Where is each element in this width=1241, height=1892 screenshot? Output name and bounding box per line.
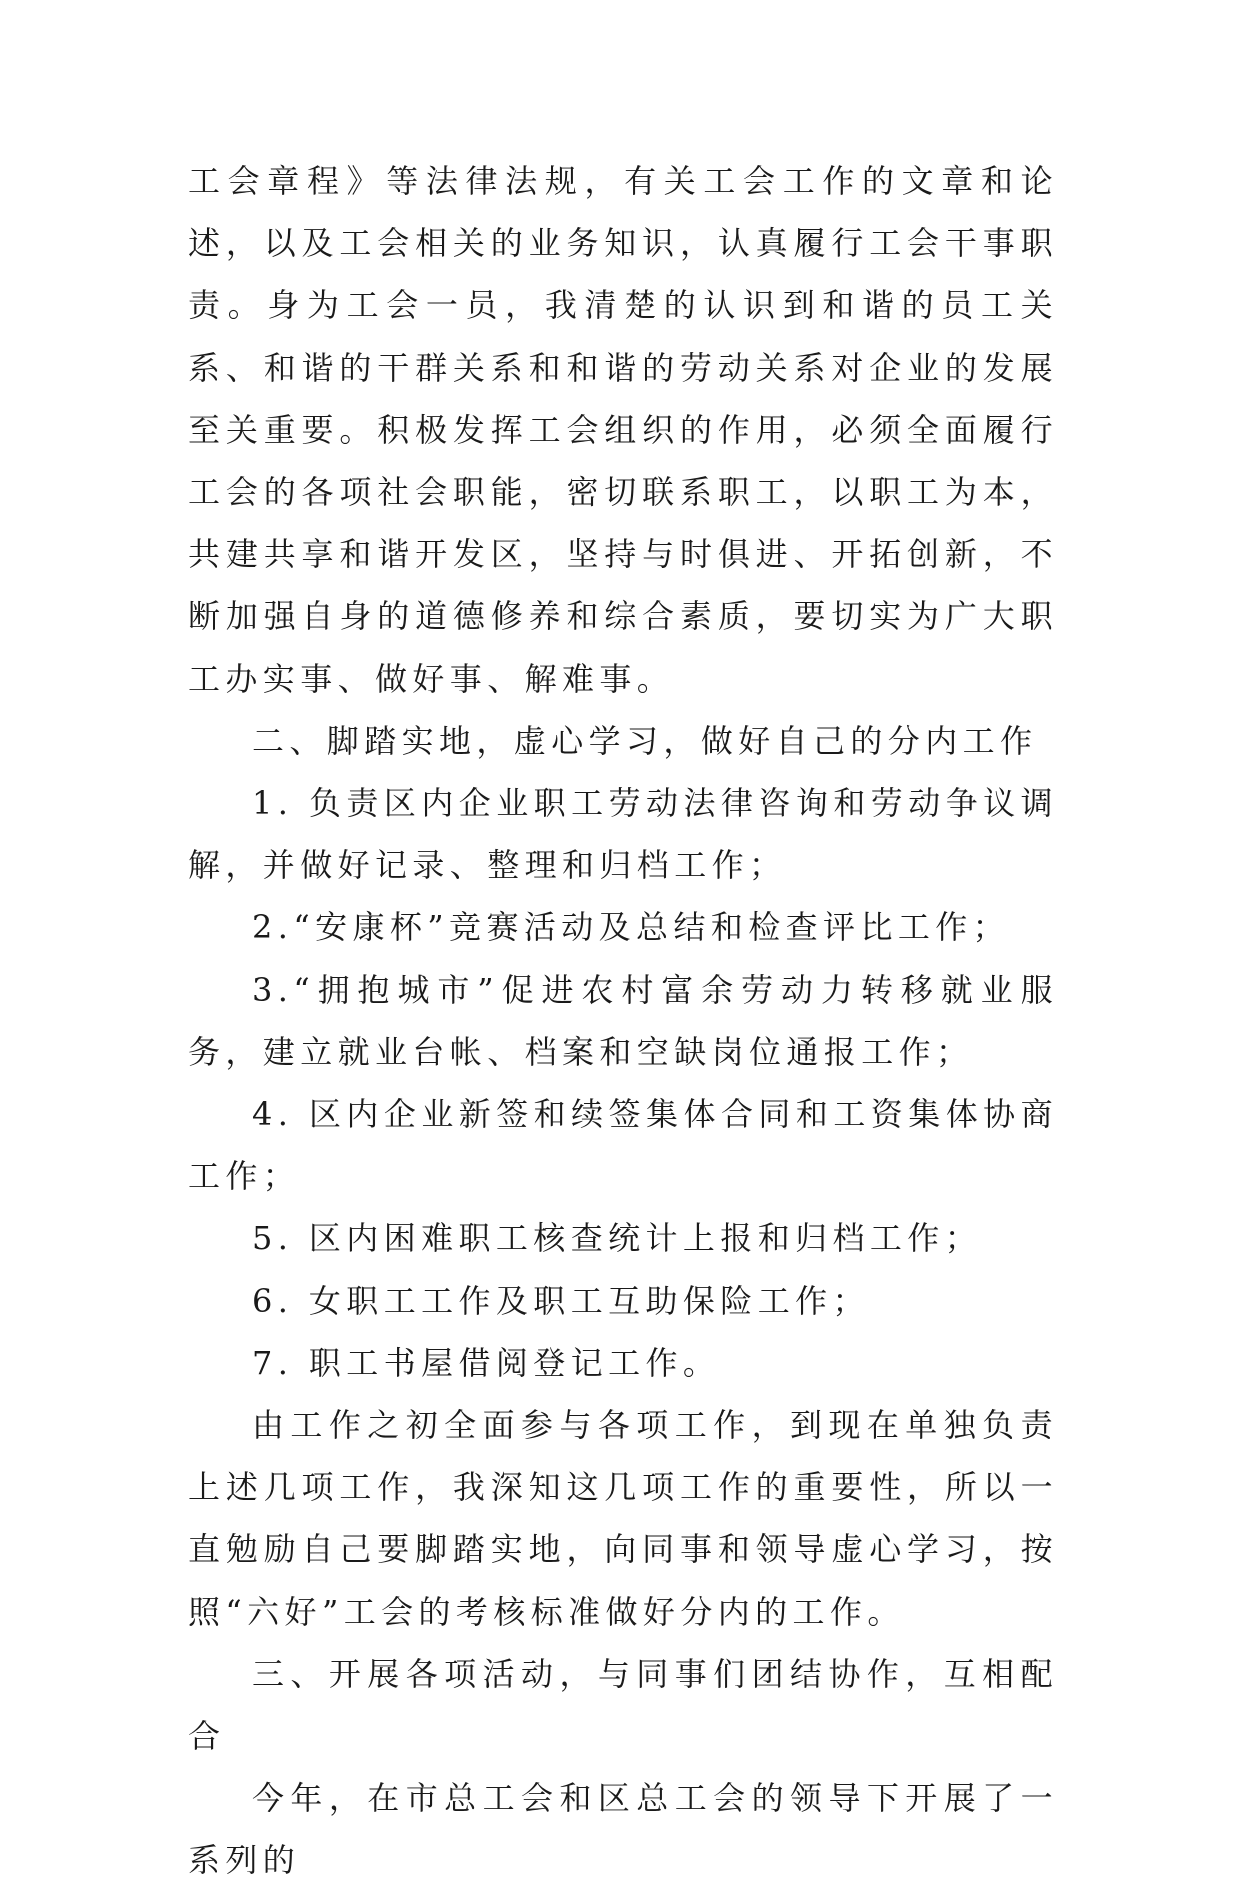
list-item-7: 7. 职工书屋借阅登记工作。 <box>252 1343 721 1382</box>
list-item-1: 1. 负责区内企业职工劳动法律咨询和劳动争议调解，并做好记录、整理和归档工作； <box>188 784 1058 885</box>
list-item-5: 5. 区内困难职工核查统计上报和归档工作； <box>252 1219 983 1258</box>
list-item-2: 2.“安康杯”竞赛活动及总结和检查评比工作； <box>252 908 1011 947</box>
section-3-heading: 三、开展各项活动，与同事们团结协作，互相配合 <box>188 1654 1058 1756</box>
list-item-6: 6. 女职工工作及职工互助保险工作； <box>252 1281 870 1320</box>
list-item-4: 4. 区内企业新签和续签集体合同和工资集体协商工作； <box>188 1095 1058 1196</box>
paragraph-section-2-summary: 由工作之初全面参与各项工作，到现在单独负责上述几项工作，我深知这几项工作的重要性，所以一直勉励自己要脚踏实地，向同事和领导虚心学习，按照“六好”工会的考核标准做好分内的工作。 <box>188 1406 1058 1631</box>
section-2-heading: 二、脚踏实地，虚心学习，做好自己的分内工作 <box>252 721 1038 760</box>
list-item-3: 3.“拥抱城市”促进农村富余劳动力转移就业服务，建立就业台帐、档案和空缺岗位通报工作； <box>188 970 1058 1071</box>
paragraph-section-3-start: 今年，在市总工会和区总工会的领导下开展了一系列的 <box>188 1779 1058 1880</box>
body-text <box>188 150 1058 1892</box>
paragraph-intro-continued: 工会章程》等法律法规，有关工会工作的文章和论述，以及工会相关的业务知识，认真履行工会干事职责。身为工会一员，我清楚的认识到和谐的员工关系、和谐的干群关系和和谐的劳动关系对企业的发展至关重要。积极发挥工会组织的作用，必须全面履行工会的各项社会职能，密切联系职工，以职工为本，共建共享和谐开发区，坚持与时俱进、开拓创新，不断加强自身的道德修养和综合素质，要切实为广大职工办实事、做好事、解难事。 <box>188 162 1058 698</box>
